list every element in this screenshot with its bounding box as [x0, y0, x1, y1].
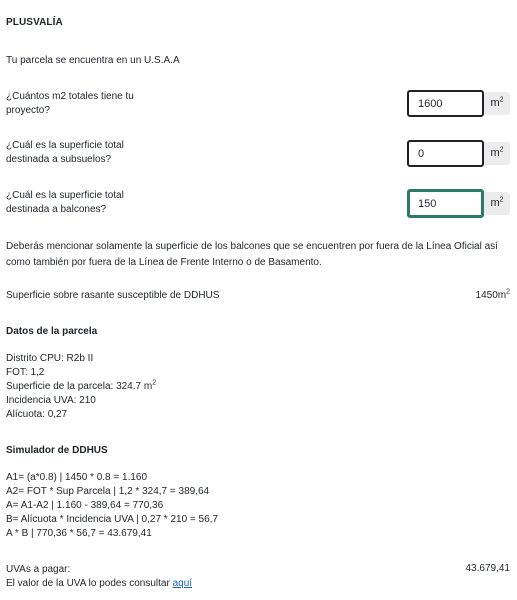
uva-info: El valor de la UVA lo podes consultar aquí: [6, 578, 193, 589]
total-m2-unit: $m^2$: [484, 92, 510, 115]
formula-line: A2= FOT * Sup Parcela | 1,2 * 324,7 = 389,64: [6, 486, 210, 497]
parcel-info: [6, 352, 156, 422]
total-m2-input[interactable]: [407, 90, 484, 117]
balcones-note: Deberás mencionar solamente la superficie de los balcones que se encuentren por fuera de la Línea Oficial así como también por fuera de la Línea de Frente Interno o de Basamento.: [6, 241, 498, 268]
alicuota-text: Alícuota: 0,27: [6, 409, 68, 420]
surface-label: Superficie sobre rasante susceptible de DDHUS: [6, 290, 220, 301]
formula-line: A1= (a*0.8) | 1450 * 0.8 = 1.160: [6, 472, 148, 483]
formula-line: A * B | 770,36 * 56,7 = 43.679,41: [6, 528, 152, 539]
formula-line: B= Alícuota * Incidencia UVA | 0,27 * 210 = 56,7: [6, 514, 219, 525]
simulator-section-title: Simulador de DDHUS: [6, 445, 108, 456]
total-m2-label: ¿Cuántos m2 totales tiene tu proyecto?: [6, 91, 134, 116]
subsuelos-input[interactable]: [407, 140, 484, 167]
balcones-unit: $m^2$: [484, 192, 510, 215]
parcel-surface-text: Superficie de la parcela: 324.7 $m^2$: [6, 379, 157, 392]
distrito-text: Distrito CPU: R2b II: [6, 353, 94, 364]
simulator-lines: [6, 471, 218, 541]
payment-block: [6, 563, 192, 591]
parcel-section-title: Datos de la parcela: [6, 326, 98, 337]
page-title: PLUSVALÍA: [6, 17, 63, 28]
uvas-label: UVAs a pagar:: [6, 564, 71, 575]
fot-text: FOT: 1,2: [6, 367, 45, 378]
surface-value: $1450m^2$: [475, 288, 510, 301]
subsuelos-unit: $m^2$: [484, 142, 510, 165]
balcones-label: ¿Cuál es la superficie total destinada a balcones?: [6, 190, 124, 215]
location-text: Tu parcela se encuentra en un U.S.A.A: [6, 55, 180, 66]
formula-line: A= A1-A2 | 1.160 - 389,64 = 770,36: [6, 500, 164, 511]
subsuelos-label: ¿Cuál es la superficie total destinada a subsuelos?: [6, 140, 124, 165]
balcones-input[interactable]: [407, 189, 484, 218]
uva-link[interactable]: aquí: [172, 578, 193, 589]
incidencia-text: Incidencia UVA: 210: [6, 395, 96, 406]
uvas-value: 43.679,41: [465, 563, 510, 574]
